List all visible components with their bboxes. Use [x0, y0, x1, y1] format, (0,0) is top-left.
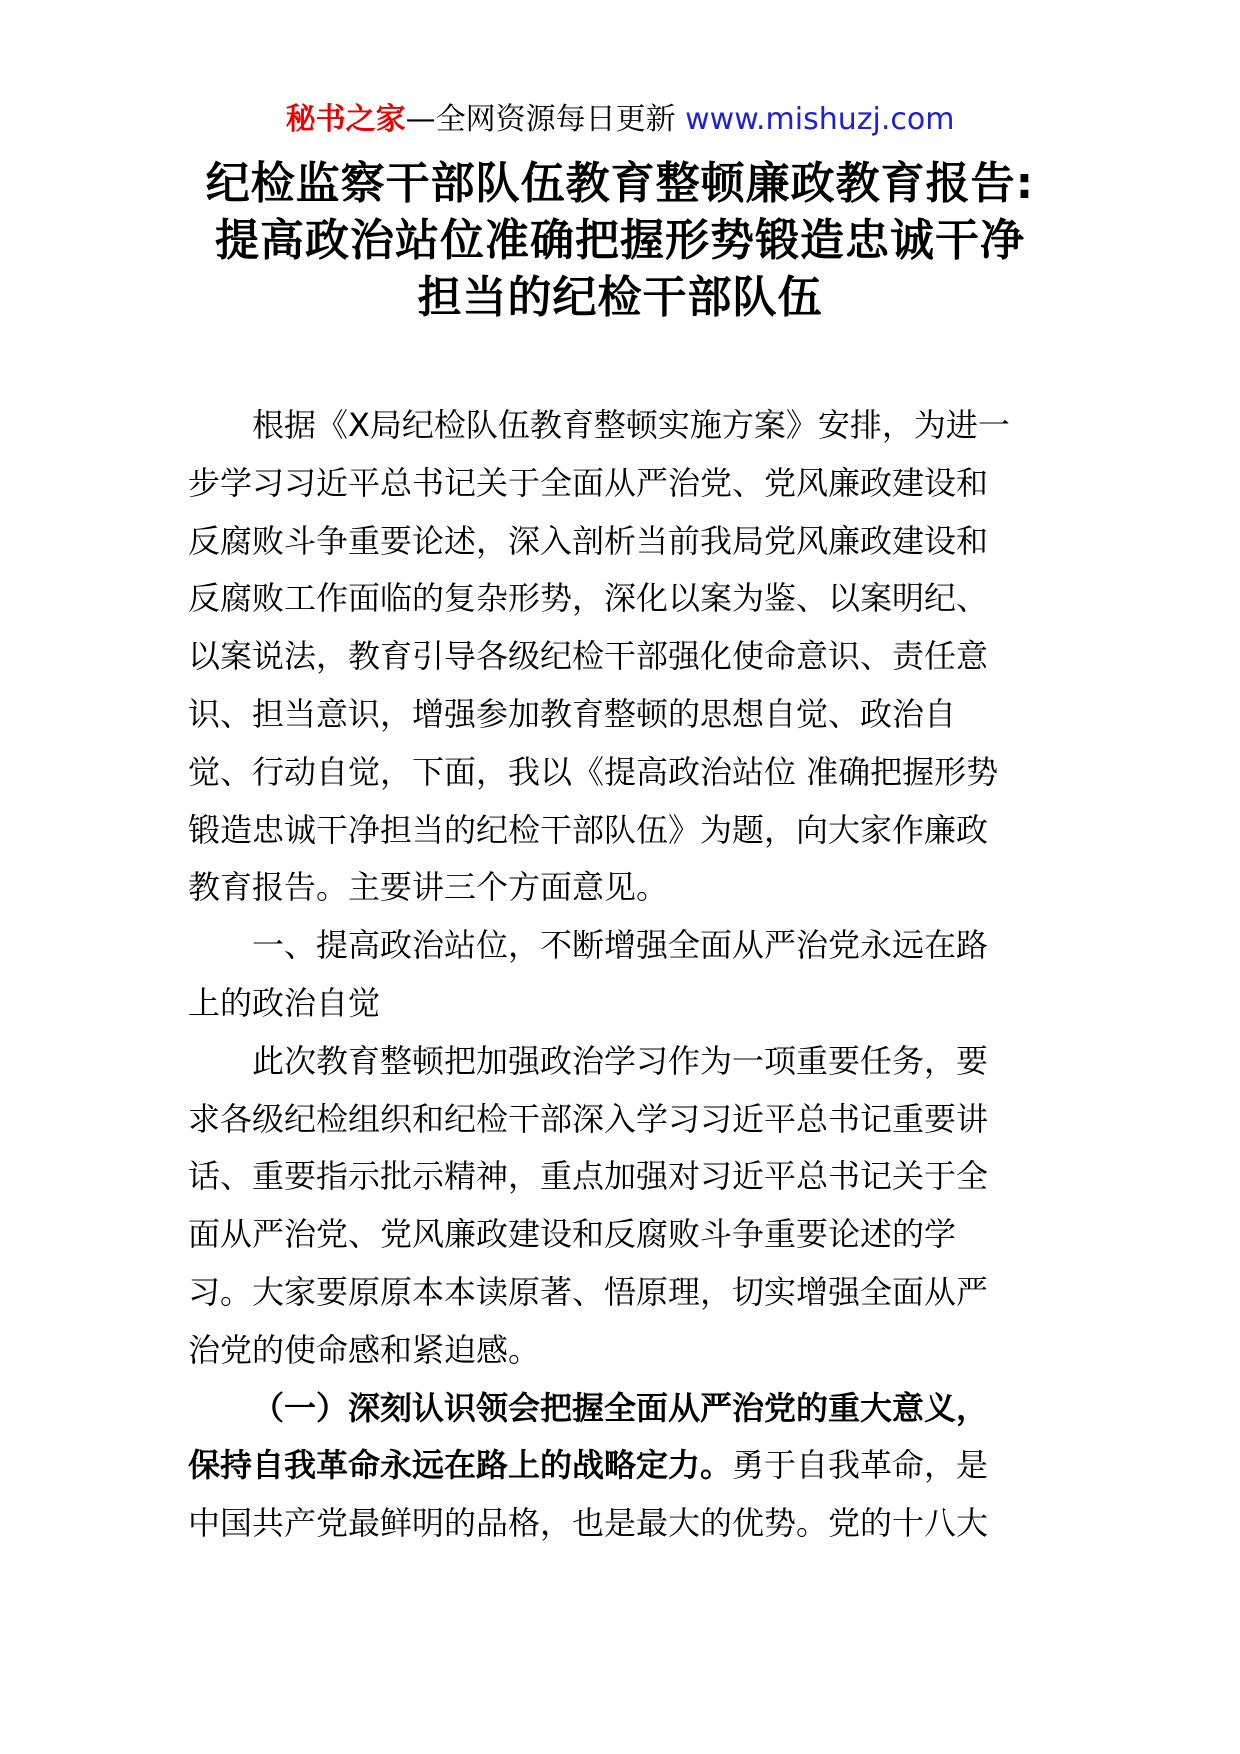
- paragraph-line: 根据《X局纪检队伍教育整顿实施方案》安排，为进一: [252, 406, 1010, 444]
- paragraph-text: 勇于自我革命，是: [732, 1446, 989, 1485]
- paragraph-line: 面从严治党、党风廉政建设和反腐败斗争重要论述的学: [188, 1215, 957, 1254]
- site-banner: [0, 100, 1240, 140]
- paragraph-line: 反腐败工作面临的复杂形势，深化以案为鉴、以案明纪、: [188, 579, 989, 618]
- title-line: 担当的纪检干部队伍: [417, 272, 823, 323]
- section-heading-line: 上的政治自觉: [188, 983, 381, 1022]
- paragraph-line: 反腐败斗争重要论述，深入剖析当前我局党风廉政建设和: [188, 521, 989, 560]
- paragraph-line: 治党的使命感和紧迫感。: [188, 1330, 541, 1369]
- mixed-line: [188, 1437, 1058, 1495]
- document-title: [150, 155, 1090, 326]
- paragraph-line: 步学习习近平总书记关于全面从严治党、党风廉政建设和: [188, 463, 989, 502]
- paragraph-line: 识、担当意识，增强参加教育整顿的思想自觉、政治自: [188, 694, 957, 733]
- paragraph-line: 习。大家要原原本本读原著、悟原理，切实增强全面从严: [188, 1272, 989, 1311]
- paragraph-line: 锻造忠诚干净担当的纪检干部队伍》为题，向大家作廉政: [188, 810, 989, 849]
- subsection-heading-tail: 保持自我革命永远在路上的战略定力。: [188, 1446, 733, 1485]
- paragraph-line: 中国共产党最鲜明的品格，也是最大的优势。党的十八大: [188, 1504, 989, 1543]
- document-body: [188, 397, 1058, 1553]
- title-line: 纪检监察干部队伍教育整顿廉政教育报告:: [205, 158, 1035, 209]
- paragraph-line: 求各级纪检组织和纪检干部深入学习习近平总书记重要讲: [188, 1099, 989, 1138]
- paragraph-line: 此次教育整顿把加强政治学习作为一项重要任务，要: [252, 1041, 989, 1080]
- paragraph-line: 话、重要指示批示精神，重点加强对习近平总书记关于全: [188, 1157, 989, 1196]
- title-line: 提高政治站位准确把握形势锻造忠诚干净: [215, 215, 1025, 266]
- site-brand: 秘书之家: [285, 102, 406, 137]
- site-url-link[interactable]: www.mishuzj.com: [685, 102, 955, 137]
- section-heading-line: 一、提高政治站位，不断增强全面从严治党永远在路: [252, 926, 989, 965]
- subsection-heading-line: （一）深刻认识领会把握全面从严治党的重大意义，: [252, 1388, 989, 1427]
- paragraph-line: 教育报告。主要讲三个方面意见。: [188, 868, 669, 907]
- paragraph-line: 觉、行动自觉，下面，我以《提高政治站位 准确把握形势: [188, 752, 999, 791]
- site-tagline: —全网资源每日更新: [405, 102, 676, 137]
- paragraph-line: 以案说法，教育引导各级纪检干部强化使命意识、责任意: [188, 637, 989, 676]
